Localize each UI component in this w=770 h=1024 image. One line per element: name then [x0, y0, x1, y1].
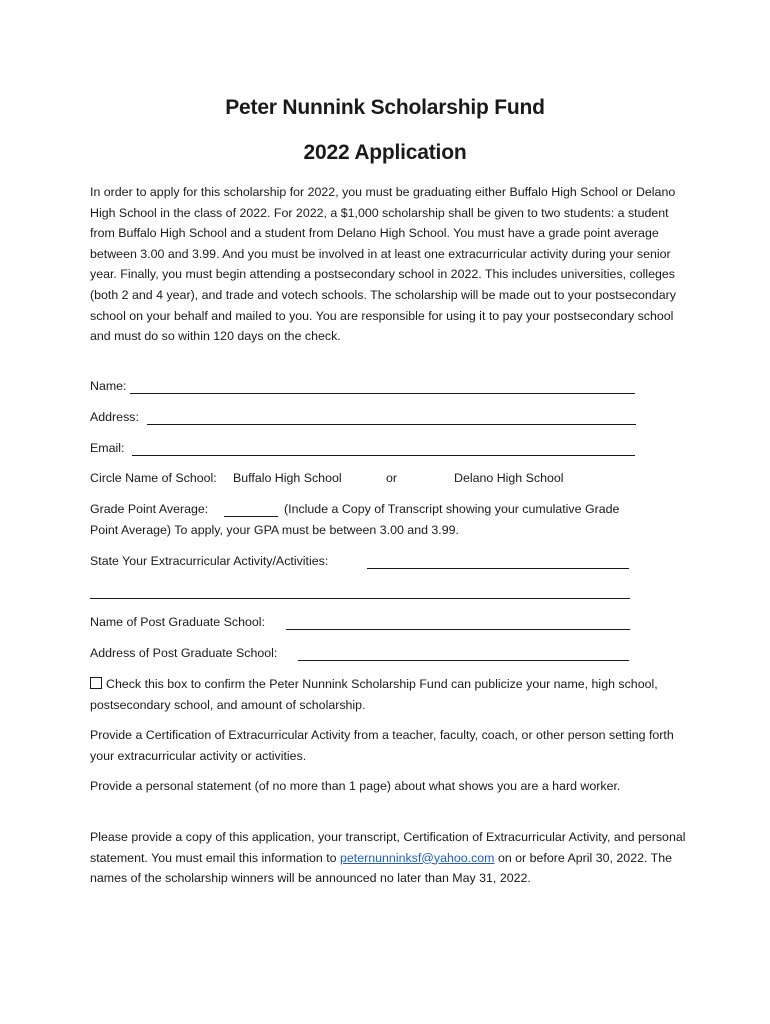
certification-instruction: Provide a Certification of Extracurricular Activity from a teacher, faculty, coach, or other person setting forth your extracurricular activity or activities. — [90, 728, 674, 763]
gpa-field[interactable] — [224, 516, 278, 517]
intro-paragraph: In order to apply for this scholarship for 2022, you must be graduating either Buffalo High School or Delano High School in the class of 2022. For 2022, a $1,000 scholarship shall be given to two students: a student from Buffalo High School and a student from Delano High School. You must have a grade point average between 3.00 and 3.99. And you must be involved in at least one extracurricular activity during your senior year. Finally, you must begin attending a postsecondary school in 2022. This includes universities, colleges (both 2 and 4 year), and trade and votech schools. The scholarship will be made out to your postsecondary school on your behalf and mailed to you. You are responsible for using it to pay your postsecondary school and must do so within 120 days on the check. — [90, 185, 676, 344]
address-field[interactable] — [147, 424, 636, 425]
document-subtitle: 2022 Application — [303, 141, 467, 164]
gpa-note-line1: (Include a Copy of Transcript showing your cumulative Grade — [284, 502, 620, 516]
submission-text-part1: Please provide a copy of this application, your transcript, Certification of Extracurricular Activity, and personal statement. You must email this information to — [90, 830, 686, 865]
school-or-text: or — [386, 471, 398, 485]
name-field[interactable] — [130, 393, 635, 394]
publicize-checkbox-text: Check this box to confirm the Peter Nunnink Scholarship Fund can publicize your name, high school, postsecondary school, and amount of scholarship. — [90, 677, 658, 712]
post-school-address-field[interactable] — [298, 660, 629, 661]
publicize-consent — [90, 674, 690, 715]
publicize-checkbox[interactable] — [90, 677, 102, 689]
name-label: Name: — [90, 379, 127, 393]
submission-text-part2: on or before April 30, 2022. The names of the scholarship winners will be announced no later than May 31, 2022. — [90, 850, 672, 886]
post-school-address-label: Address of Post Graduate School: — [90, 646, 278, 660]
activity-field-continued[interactable] — [90, 598, 630, 599]
email-label: Email: — [90, 441, 125, 455]
school-option-delano[interactable]: Delano High School — [454, 471, 564, 485]
activity-field[interactable] — [367, 568, 629, 569]
submission-instruction — [90, 827, 690, 889]
post-school-name-label: Name of Post Graduate School: — [90, 615, 265, 629]
document-title: Peter Nunnink Scholarship Fund — [225, 96, 545, 119]
school-label: Circle Name of School: — [90, 471, 217, 485]
address-label: Address: — [90, 410, 139, 424]
gpa-note-line2: Point Average) To apply, your GPA must be between 3.00 and 3.99. — [90, 523, 459, 537]
post-school-name-field[interactable] — [286, 629, 630, 630]
gpa-label: Grade Point Average: — [90, 502, 209, 516]
school-option-buffalo[interactable]: Buffalo High School — [233, 471, 342, 485]
statement-instruction: Provide a personal statement (of no more than 1 page) about what shows you are a hard worker. — [90, 779, 621, 793]
email-link[interactable]: peternunninksf@yahoo.com — [340, 850, 495, 865]
email-field[interactable] — [132, 455, 635, 456]
activity-label: State Your Extracurricular Activity/Activities: — [90, 554, 329, 568]
